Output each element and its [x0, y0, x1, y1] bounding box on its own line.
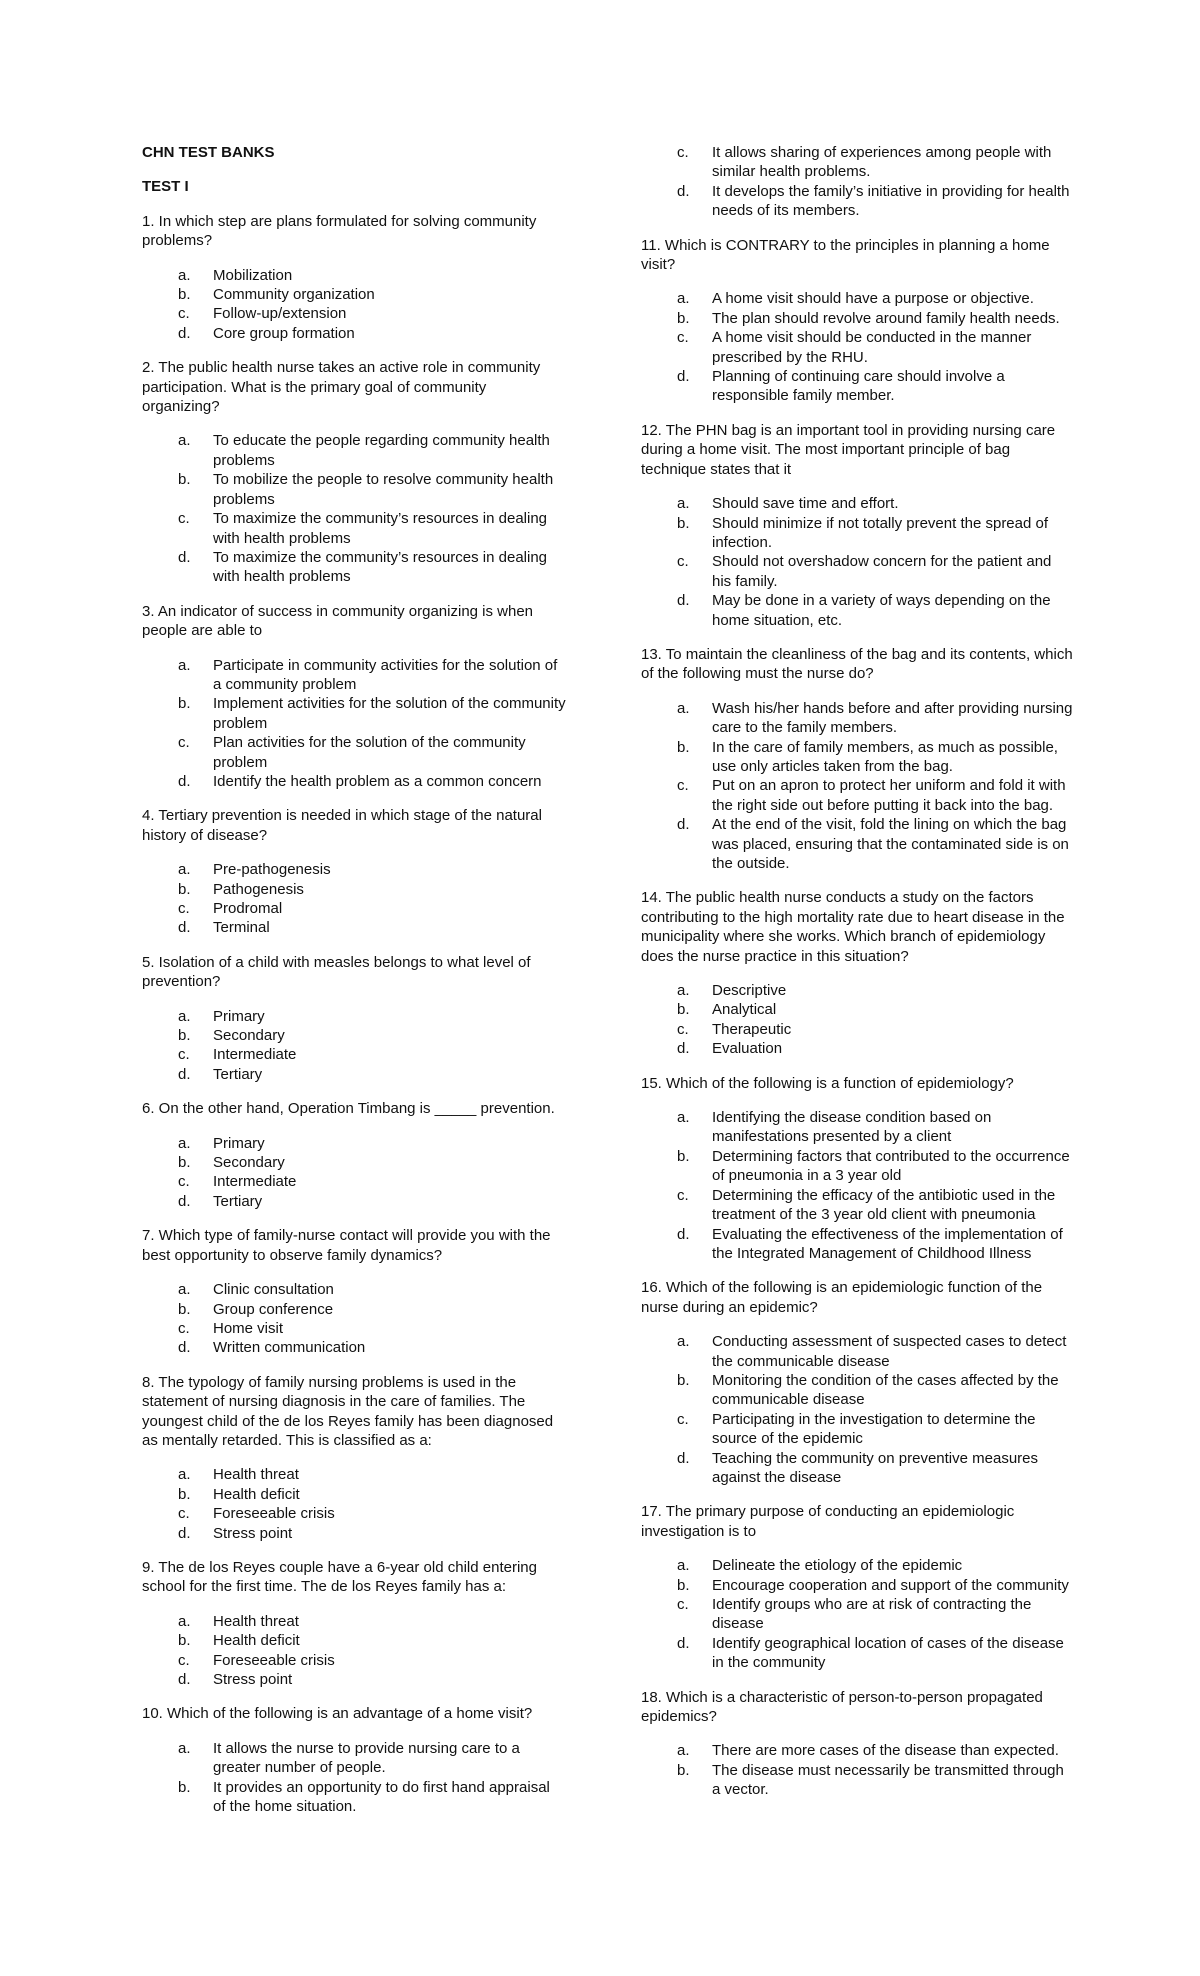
option-a — [142, 431, 566, 470]
option-d — [142, 548, 566, 587]
option-text: Encourage cooperation and support of the community — [712, 1576, 1069, 1594]
option-d — [641, 1449, 1073, 1488]
options-list — [641, 699, 1073, 874]
options-list — [142, 1280, 566, 1358]
option-text: To maximize the community’s resources in dealing with health problems — [213, 510, 548, 547]
question-item — [641, 1278, 1073, 1487]
option-text: Foreseeable crisis — [213, 1651, 335, 1669]
option-letter: a. — [178, 266, 191, 284]
option-a — [641, 289, 1073, 308]
question-item — [142, 212, 566, 343]
option-text: Home visit — [213, 1319, 284, 1337]
question-stem: 2. The public health nurse takes an active role in community participation. What is the primary goal of community organizing? — [142, 359, 541, 416]
option-b — [142, 1778, 566, 1817]
option-text: To maximize the community’s resources in dealing with health problems — [213, 548, 548, 586]
option-text: Prodromal — [213, 900, 283, 917]
option-text: Teaching the community on preventive measures against the disease — [712, 1449, 1039, 1486]
option-letter: b. — [677, 1371, 690, 1389]
option-text: Participating in the investigation to determine the source of the epidemic — [712, 1410, 1036, 1448]
question-stem: 4. Tertiary prevention is needed in which stage of the natural history of disease? — [142, 807, 542, 844]
option-letter: a. — [178, 1281, 191, 1299]
question-stem: 14. The public health nurse conducts a study on the factors contributing to the high mortality rate due to heart disease in the municipality where she works. Which branch of epidemiology does the nurse practice in this situation? — [641, 889, 1065, 965]
option-letter: b. — [178, 880, 191, 898]
question-item — [142, 1704, 566, 1816]
option-text: Therapeutic — [712, 1020, 792, 1038]
option-c — [641, 1186, 1073, 1225]
option-text: Pre-pathogenesis — [213, 861, 331, 879]
option-c — [641, 143, 1073, 182]
option-d — [641, 367, 1073, 406]
option-letter: c. — [677, 777, 689, 795]
question-item — [641, 1502, 1073, 1672]
option-letter: c. — [677, 1186, 689, 1204]
option-letter: c. — [677, 144, 689, 161]
option-a — [641, 1108, 1073, 1147]
option-text: A home visit should have a purpose or objective. — [712, 290, 1034, 308]
question-item — [142, 953, 566, 1084]
options-list — [641, 143, 1073, 221]
option-text: To educate the people regarding community health problems — [213, 432, 550, 469]
options-list — [142, 431, 566, 586]
option-text: Secondary — [213, 1027, 285, 1045]
option-letter: d. — [178, 1065, 191, 1083]
question-item — [142, 602, 566, 792]
question-stem: 8. The typology of family nursing problems is used in the statement of nursing diagnosis in the care of families. The youngest child of the de los Reyes family has been diagnosed as mentally retarded. This is classified as a: — [142, 1373, 554, 1449]
question-stem: 9. The de los Reyes couple have a 6-year old child entering school for the first time. The de los Reyes family has a: — [142, 1558, 537, 1596]
option-text: Clinic consultation — [213, 1281, 334, 1299]
option-b — [641, 1371, 1073, 1410]
option-d — [142, 324, 566, 343]
option-c — [641, 328, 1073, 367]
option-text: Primary — [213, 1007, 265, 1025]
option-text: Health deficit — [213, 1485, 300, 1503]
option-letter: d. — [178, 1192, 191, 1210]
option-b — [641, 309, 1073, 328]
question-10-continued — [641, 143, 1073, 221]
option-letter: b. — [677, 1001, 690, 1019]
option-b — [142, 470, 566, 509]
question-stem: 7. Which type of family-nurse contact will provide you with the best opportunity to observe family dynamics? — [142, 1227, 551, 1264]
option-letter: b. — [677, 309, 690, 327]
option-text: To mobilize the people to resolve community health problems — [213, 471, 554, 508]
option-c — [641, 1410, 1073, 1449]
option-letter: b. — [677, 1147, 690, 1165]
option-letter: d. — [677, 592, 690, 610]
option-text: It allows the nurse to provide nursing care to a greater number of people. — [213, 1739, 520, 1777]
option-letter: c. — [178, 1319, 190, 1337]
option-text: Tertiary — [213, 1065, 263, 1083]
test-title: TEST I — [142, 178, 189, 196]
option-letter: a. — [677, 982, 690, 1000]
option-letter: c. — [677, 329, 689, 347]
option-letter: c. — [178, 1505, 190, 1523]
document-title: CHN TEST BANKS — [142, 144, 275, 161]
option-text: Stress point — [213, 1524, 293, 1542]
option-a — [641, 1741, 1073, 1760]
option-letter: b. — [178, 1027, 191, 1045]
option-b — [142, 1300, 566, 1319]
option-c — [641, 776, 1073, 815]
option-letter: a. — [178, 656, 191, 674]
option-letter: a. — [178, 1007, 191, 1025]
option-letter: a. — [677, 290, 690, 308]
option-letter: c. — [178, 305, 190, 323]
option-d — [142, 1192, 566, 1211]
option-c — [142, 1045, 566, 1064]
option-d — [142, 772, 566, 791]
option-a — [641, 699, 1073, 738]
option-letter: c. — [178, 1046, 190, 1064]
question-stem: 15. Which of the following is a function of epidemiology? — [641, 1074, 1014, 1092]
question-item — [641, 236, 1073, 406]
option-letter: b. — [677, 514, 690, 532]
option-text: Should not overshadow concern for the patient and his family. — [712, 553, 1052, 590]
question-item — [641, 1688, 1073, 1800]
option-d — [142, 1065, 566, 1084]
question-item — [641, 1074, 1073, 1264]
option-c — [142, 1172, 566, 1191]
option-letter: c. — [677, 1020, 689, 1038]
option-text: Health threat — [213, 1612, 299, 1630]
option-text: Planning of continuing care should involve a responsible family member. — [712, 368, 1005, 405]
option-c — [142, 304, 566, 323]
option-text: Primary — [213, 1134, 265, 1152]
option-text: Put on an apron to protect her uniform and fold it with the right side out before putting it back into the bag. — [712, 777, 1066, 814]
option-letter: d. — [178, 548, 191, 566]
option-d — [142, 1524, 566, 1543]
option-text: It develops the family’s initiative in providing for health needs of its members. — [712, 182, 1070, 220]
option-d — [641, 591, 1073, 630]
option-letter: a. — [178, 861, 191, 879]
option-b — [142, 1153, 566, 1172]
option-letter: c. — [178, 734, 190, 752]
option-c — [142, 733, 566, 772]
question-item — [641, 421, 1073, 630]
option-text: There are more cases of the disease than expected. — [712, 1742, 1059, 1760]
question-item — [142, 1373, 566, 1543]
option-letter: a. — [677, 1742, 690, 1760]
option-letter: a. — [677, 1557, 690, 1575]
left-column — [142, 143, 566, 1831]
option-text: Core group formation — [213, 324, 355, 342]
option-letter: c. — [677, 553, 689, 571]
option-c — [641, 552, 1073, 591]
option-letter: d. — [677, 368, 690, 386]
option-a — [641, 1332, 1073, 1371]
options-list — [641, 1556, 1073, 1672]
option-letter: d. — [178, 1339, 191, 1357]
option-letter: a. — [677, 495, 690, 513]
option-d — [142, 918, 566, 937]
option-letter: d. — [178, 1524, 191, 1542]
option-letter: a. — [178, 1612, 191, 1630]
question-item — [142, 806, 566, 937]
option-b — [641, 514, 1073, 553]
option-b — [142, 880, 566, 899]
option-text: The plan should revolve around family health needs. — [712, 309, 1060, 327]
option-text: Written communication — [213, 1339, 366, 1357]
option-text: Implement activities for the solution of the community problem — [213, 695, 566, 732]
option-letter: d. — [677, 182, 690, 200]
option-letter: d. — [677, 816, 690, 834]
option-text: Analytical — [712, 1001, 777, 1019]
option-a — [641, 981, 1073, 1000]
option-text: Should minimize if not totally prevent the spread of infection. — [712, 514, 1049, 551]
option-letter: b. — [178, 286, 191, 304]
question-item — [641, 888, 1073, 1058]
options-list — [641, 494, 1073, 630]
question-stem: 11. Which is CONTRARY to the principles in planning a home visit? — [641, 236, 1050, 274]
option-letter: a. — [178, 1134, 191, 1152]
question-item — [641, 645, 1073, 873]
option-text: Stress point — [213, 1671, 293, 1688]
option-a — [142, 1007, 566, 1026]
option-letter: d. — [677, 1449, 690, 1467]
option-letter: b. — [178, 1300, 191, 1318]
option-text: Delineate the etiology of the epidemic — [712, 1557, 963, 1575]
option-letter: d. — [178, 1671, 191, 1688]
option-d — [142, 1670, 566, 1689]
option-text: Identify geographical location of cases of the disease in the community — [712, 1634, 1064, 1672]
option-text: A home visit should be conducted in the manner prescribed by the RHU. — [712, 329, 1032, 366]
option-text: Determining the efficacy of the antibiotic used in the treatment of the 3 year old client with pneumonia — [712, 1186, 1056, 1224]
option-d — [641, 182, 1073, 221]
question-list-left — [142, 212, 566, 1817]
options-list — [142, 1134, 566, 1212]
option-text: Plan activities for the solution of the community problem — [213, 734, 526, 771]
options-list — [142, 656, 566, 792]
option-letter: c. — [178, 510, 190, 528]
options-list — [142, 1465, 566, 1543]
option-text: Group conference — [213, 1300, 334, 1318]
option-letter: b. — [677, 1576, 690, 1594]
option-a — [142, 860, 566, 879]
option-letter: b. — [178, 1154, 191, 1172]
option-letter: d. — [677, 1225, 690, 1243]
option-text: Follow-up/extension — [213, 305, 347, 323]
option-letter: a. — [677, 699, 690, 717]
option-b — [641, 1147, 1073, 1186]
question-item — [142, 1226, 566, 1357]
option-d — [641, 815, 1073, 873]
option-a — [142, 1612, 566, 1631]
option-b — [641, 738, 1073, 777]
option-letter: b. — [677, 1761, 690, 1779]
option-text: At the end of the visit, fold the lining on which the bag was placed, ensuring that the contaminated side is on the outside. — [712, 816, 1069, 872]
option-text: The disease must necessarily be transmitted through a vector. — [712, 1761, 1064, 1799]
option-text: Evaluating the effectiveness of the implementation of the Integrated Management of Childhood Illness — [712, 1225, 1063, 1262]
option-letter: a. — [178, 1739, 191, 1757]
option-a — [142, 1134, 566, 1153]
option-letter: c. — [677, 1410, 689, 1428]
option-letter: b. — [178, 471, 191, 489]
option-letter: b. — [178, 695, 191, 713]
option-d — [142, 1338, 566, 1357]
option-text: Descriptive — [712, 982, 787, 1000]
option-b — [142, 1631, 566, 1650]
option-a — [142, 1739, 566, 1778]
question-stem: 12. The PHN bag is an important tool in providing nursing care during a home visit. The most important principle of bag technique states that it — [641, 421, 1056, 478]
question-stem: 18. Which is a characteristic of person-to-person propagated epidemics? — [641, 1688, 1043, 1726]
option-d — [641, 1634, 1073, 1673]
option-letter: d. — [677, 1634, 690, 1652]
option-c — [142, 1651, 566, 1670]
option-text: Health threat — [213, 1466, 299, 1484]
question-stem: 5. Isolation of a child with measles belongs to what level of prevention? — [142, 953, 531, 991]
option-text: Wash his/her hands before and after providing nursing care to the family members. — [712, 699, 1073, 737]
option-a — [641, 494, 1073, 513]
option-b — [641, 1761, 1073, 1800]
question-stem: 3. An indicator of success in community organizing is when people are able to — [142, 602, 534, 640]
option-b — [641, 1576, 1073, 1595]
option-c — [142, 1319, 566, 1338]
option-text: Should save time and effort. — [712, 495, 899, 513]
option-letter: d. — [178, 324, 191, 342]
option-text: Identifying the disease condition based on manifestations presented by a client — [712, 1109, 992, 1146]
option-letter: a. — [178, 432, 191, 450]
option-text: Monitoring the condition of the cases affected by the communicable disease — [712, 1371, 1059, 1409]
right-column — [641, 143, 1073, 1815]
option-letter: c. — [677, 1596, 689, 1613]
options-list — [641, 1741, 1073, 1799]
options-list — [641, 1108, 1073, 1263]
option-d — [641, 1039, 1073, 1058]
option-b — [142, 1026, 566, 1045]
option-text: Identify the health problem as a common concern — [213, 772, 542, 790]
option-text: Conducting assessment of suspected cases to detect the communicable disease — [712, 1333, 1067, 1370]
option-text: May be done in a variety of ways depending on the home situation, etc. — [712, 592, 1051, 629]
option-a — [641, 1556, 1073, 1575]
option-c — [641, 1020, 1073, 1039]
option-text: In the care of family members, as much as possible, use only articles taken from the bag. — [712, 738, 1058, 775]
option-c — [142, 899, 566, 918]
option-letter: b. — [178, 1632, 191, 1650]
option-c — [142, 509, 566, 548]
option-letter: d. — [677, 1040, 690, 1058]
options-list — [641, 981, 1073, 1059]
option-letter: d. — [178, 919, 191, 937]
option-a — [142, 1280, 566, 1299]
option-letter: b. — [677, 738, 690, 756]
option-letter: b. — [178, 1778, 191, 1796]
option-text: Health deficit — [213, 1632, 300, 1650]
option-text: Intermediate — [213, 1046, 297, 1064]
question-stem: 10. Which of the following is an advantage of a home visit? — [142, 1705, 533, 1723]
option-text: Foreseeable crisis — [213, 1505, 335, 1523]
options-list — [142, 1612, 566, 1690]
option-d — [641, 1225, 1073, 1264]
options-list — [142, 1739, 566, 1817]
option-c — [142, 1504, 566, 1523]
option-text: It allows sharing of experiences among people with similar health problems. — [712, 144, 1052, 181]
option-text: Mobilization — [213, 266, 293, 284]
options-list — [641, 289, 1073, 405]
option-b — [641, 1000, 1073, 1019]
question-item — [142, 1558, 566, 1689]
options-list — [142, 860, 566, 938]
question-stem: 6. On the other hand, Operation Timbang is _____ prevention. — [142, 1100, 555, 1118]
option-letter: c. — [178, 900, 190, 917]
option-text: Tertiary — [213, 1192, 263, 1210]
options-list — [641, 1332, 1073, 1487]
option-text: Intermediate — [213, 1173, 297, 1191]
option-letter: a. — [178, 1466, 191, 1484]
question-stem: 16. Which of the following is an epidemiologic function of the nurse during an epidemic? — [641, 1279, 1043, 1316]
option-letter: b. — [178, 1485, 191, 1503]
question-stem: 13. To maintain the cleanliness of the bag and its contents, which of the following must the nurse do? — [641, 645, 1073, 683]
option-text: Determining factors that contributed to the occurrence of pneumonia in a 3 year old — [712, 1147, 1070, 1185]
option-letter: a. — [677, 1333, 690, 1351]
option-a — [142, 266, 566, 285]
option-a — [142, 656, 566, 695]
option-text: Evaluation — [712, 1040, 783, 1058]
option-b — [142, 694, 566, 733]
question-item — [142, 1099, 566, 1211]
option-text: It provides an opportunity to do first hand appraisal of the home situation. — [213, 1778, 550, 1816]
option-text: Community organization — [213, 286, 375, 304]
option-b — [142, 285, 566, 304]
option-a — [142, 1465, 566, 1484]
option-text: Participate in community activities for the solution of a community problem — [213, 656, 558, 693]
option-c — [641, 1595, 1073, 1634]
option-letter: c. — [178, 1651, 190, 1669]
option-text: Terminal — [213, 919, 270, 937]
question-stem: 17. The primary purpose of conducting an epidemiologic investigation is to — [641, 1503, 1015, 1540]
option-letter: a. — [677, 1109, 690, 1127]
option-text: Identify groups who are at risk of contracting the disease — [712, 1596, 1032, 1633]
option-letter: c. — [178, 1173, 190, 1191]
option-text: Secondary — [213, 1154, 285, 1172]
question-item — [142, 358, 566, 586]
option-letter: d. — [178, 772, 191, 790]
option-b — [142, 1485, 566, 1504]
options-list — [142, 266, 566, 344]
option-text: Pathogenesis — [213, 880, 304, 898]
question-stem: 1. In which step are plans formulated for solving community problems? — [142, 212, 537, 250]
options-list — [142, 1007, 566, 1085]
question-list-right — [641, 236, 1073, 1800]
